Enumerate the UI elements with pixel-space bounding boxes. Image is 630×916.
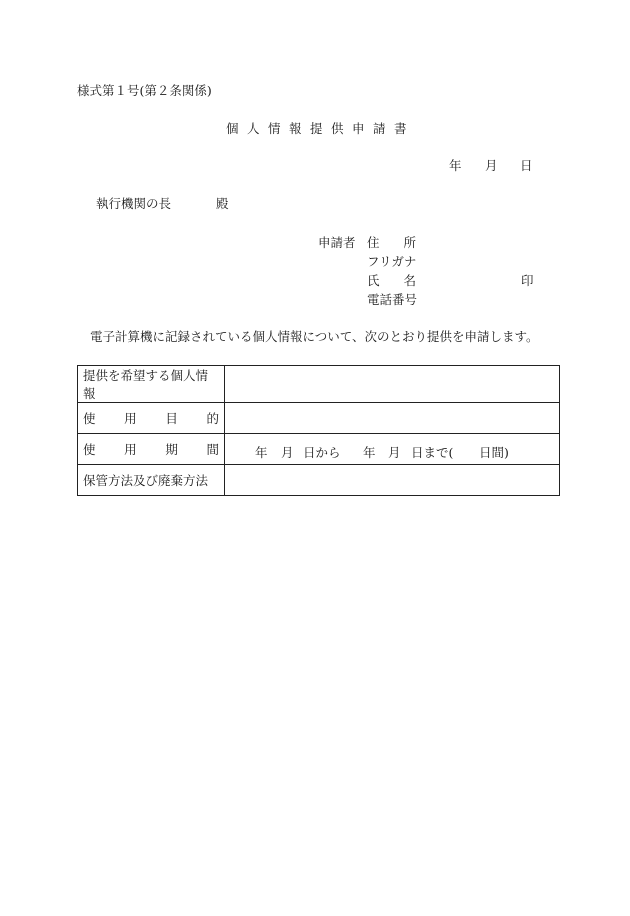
purpose-char-1: 使 <box>83 411 96 426</box>
purpose-char-4: 的 <box>206 411 219 426</box>
name-char-2: 名 <box>403 273 417 288</box>
to-month-label: 月 <box>388 445 401 460</box>
table-row <box>78 403 560 434</box>
period-char-3: 期 <box>165 442 178 457</box>
request-table <box>77 365 560 496</box>
from-day-label: 日から <box>303 445 341 460</box>
addressee-honorific: 殿 <box>216 196 229 211</box>
seal-mark: 印 <box>521 273 534 288</box>
document-title: 個人情報提供申請書 <box>226 121 416 136</box>
row-label-storage-disposal: 保管方法及び廃棄方法 <box>78 465 225 496</box>
table-row <box>78 434 560 465</box>
purpose-char-3: 目 <box>165 411 178 426</box>
form-number: 様式第１号(第２条関係) <box>77 83 212 98</box>
purpose-char-2: 用 <box>124 411 137 426</box>
address-label <box>367 237 416 250</box>
date-month-label: 月 <box>485 158 498 173</box>
storage-disposal-field[interactable] <box>225 465 560 496</box>
to-day-label: 日まで( <box>411 445 454 460</box>
name-label <box>367 275 416 288</box>
row-label-period <box>78 434 225 465</box>
purpose-field[interactable] <box>225 403 560 434</box>
name-char-1: 氏 <box>367 273 380 288</box>
from-month-label: 月 <box>281 445 294 460</box>
requested-info-field[interactable] <box>225 366 560 403</box>
date-year-label: 年 <box>449 158 462 173</box>
address-char-1: 住 <box>367 235 380 250</box>
table-row <box>78 465 560 496</box>
date-day-label: 日 <box>520 158 533 173</box>
applicant-label: 申請者 <box>318 235 356 250</box>
row-label-purpose <box>78 403 225 434</box>
table-row <box>78 366 560 403</box>
period-char-4: 間 <box>206 442 219 457</box>
period-char-2: 用 <box>124 442 137 457</box>
date-line <box>0 160 630 174</box>
address-char-2: 所 <box>403 235 417 250</box>
furigana-label: フリガナ <box>367 254 417 269</box>
days-count-label: 日間) <box>479 445 509 460</box>
addressee-name: 執行機関の長 <box>96 196 172 211</box>
from-year-label: 年 <box>255 445 268 460</box>
phone-label: 電話番号 <box>367 292 418 307</box>
period-field[interactable] <box>225 434 560 465</box>
to-year-label: 年 <box>363 445 376 460</box>
row-label-requested-info: 提供を希望する個人情報 <box>78 366 225 403</box>
period-char-1: 使 <box>83 442 96 457</box>
intro-text: 電子計算機に記録されている個人情報について、次のとおり提供を申請します。 <box>90 329 539 344</box>
